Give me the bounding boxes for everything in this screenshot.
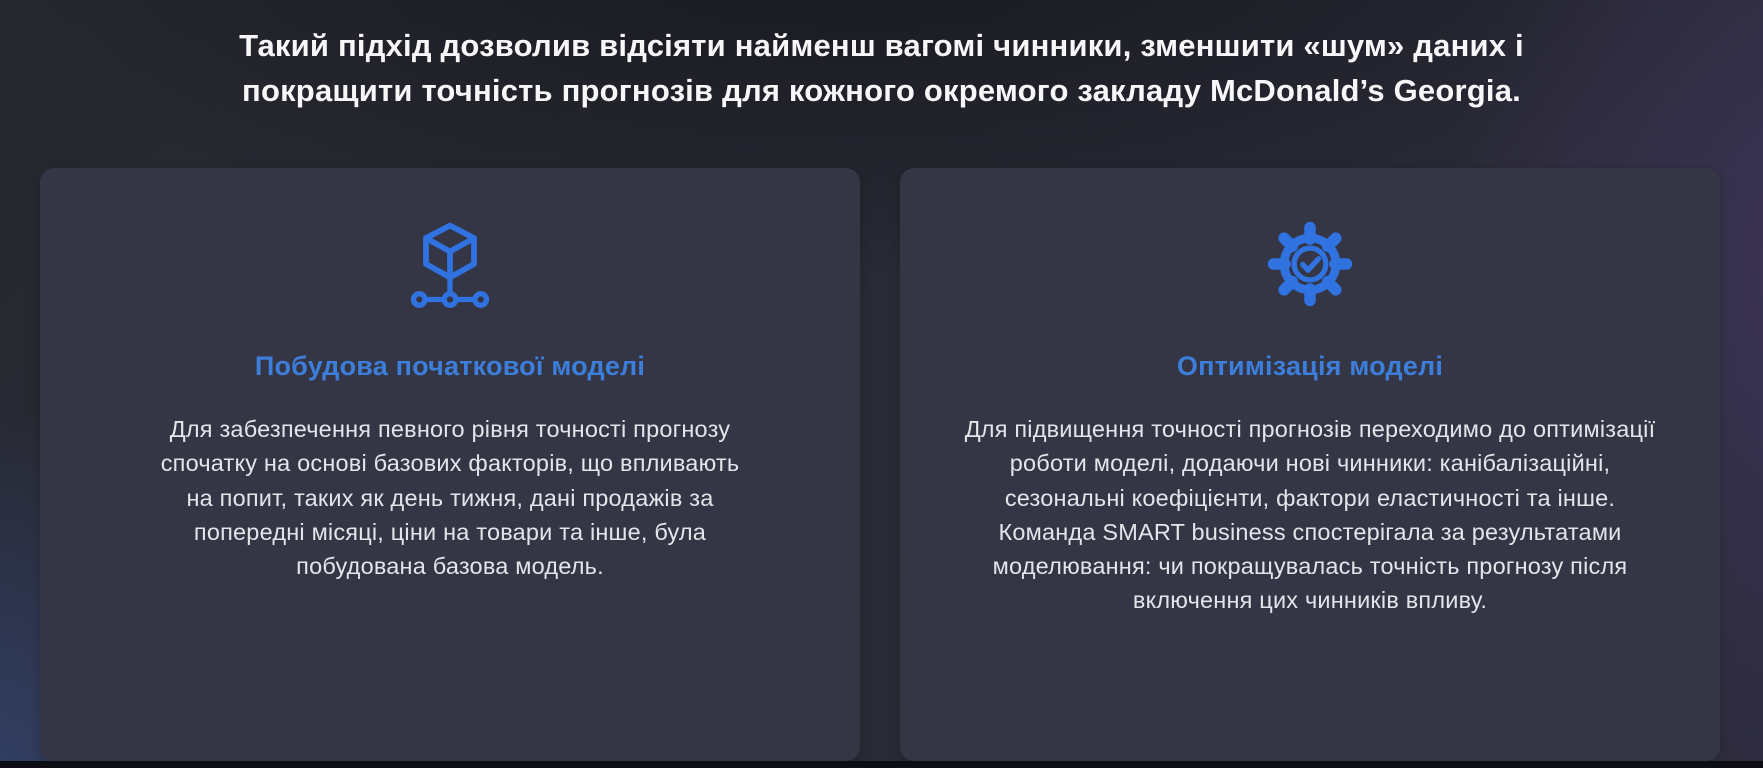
card-title-initial-model: Побудова початкової моделі bbox=[254, 351, 646, 381]
page-title: Такий підхід дозволив відсіяти найменш вагомі чинники, зменшити «шум» даних і покращити точність прогнозів для кожного окремого закладу McDonald’s Georgia. bbox=[239, 28, 1524, 108]
card-title-optimization: Оптимізація моделі bbox=[1176, 351, 1444, 381]
cards-row bbox=[40, 168, 1720, 761]
card-body-initial-model: Для забезпечення певного рівня точності прогнозу спочатку на основі базових факторів, що впливають на попит, таких як день тижня, дані продажів за попередні місяці, ціни на товари та інше, була побудована базова модель. bbox=[160, 416, 740, 580]
card-body-optimization: Для підвищення точності прогнозів переходимо до оптимізації роботи моделі, додаючи нові чинники: канібалізаційні, сезональні коефіцієнти, фактори еластичності та інше. Команда SMART business спостерігала за результатами моделювання: чи покращувалась точність прогнозу після включення цих чинників впливу. bbox=[964, 416, 1656, 614]
card-initial-model bbox=[40, 168, 860, 761]
bottom-edge-bar bbox=[0, 761, 1763, 768]
gear-check-icon bbox=[1262, 216, 1358, 312]
card-optimization bbox=[900, 168, 1720, 761]
cube-network-icon bbox=[402, 216, 498, 312]
